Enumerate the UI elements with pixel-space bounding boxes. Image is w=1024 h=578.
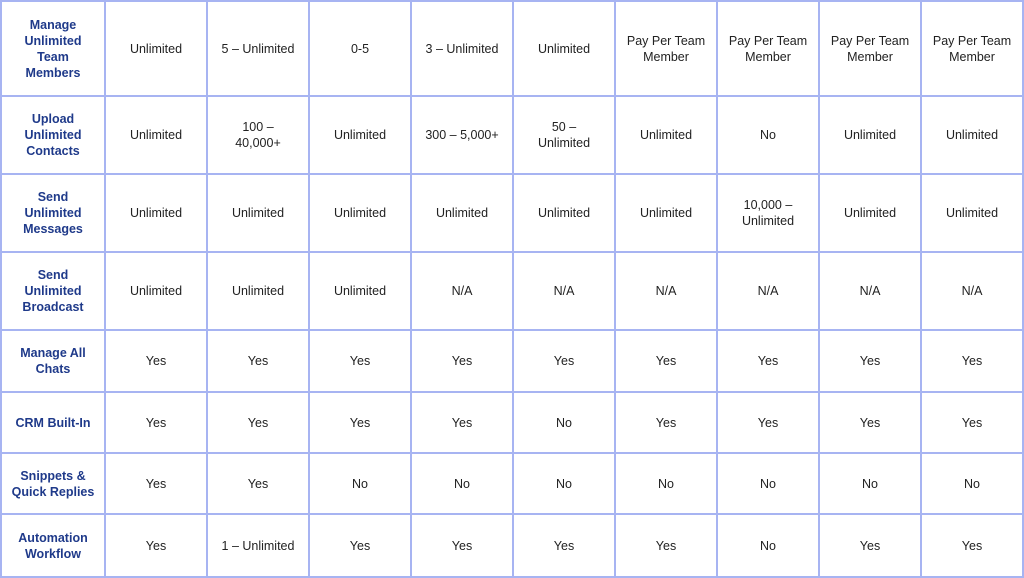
table-cell: Unlimited (309, 96, 411, 174)
table-cell: Yes (717, 330, 819, 392)
table-cell: Yes (207, 392, 309, 453)
table-cell: 10,000 – Unlimited (717, 174, 819, 252)
table-row (1, 453, 1023, 514)
table-cell: Pay Per Team Member (819, 1, 921, 96)
feature-label: Send Unlimited Broadcast (1, 252, 105, 330)
table-row (1, 174, 1023, 252)
table-cell: 0-5 (309, 1, 411, 96)
table-row (1, 330, 1023, 392)
table-cell: Pay Per Team Member (921, 1, 1023, 96)
table-cell: Yes (411, 392, 513, 453)
table-cell: No (615, 453, 717, 514)
table-cell: Pay Per Team Member (717, 1, 819, 96)
table-cell: N/A (513, 252, 615, 330)
table-cell: Unlimited (819, 174, 921, 252)
table-cell: Yes (105, 514, 207, 577)
table-cell: Unlimited (819, 96, 921, 174)
table-cell: No (921, 453, 1023, 514)
table-cell: Unlimited (921, 96, 1023, 174)
table-cell: Yes (717, 392, 819, 453)
table-cell: Yes (615, 392, 717, 453)
table-row (1, 392, 1023, 453)
table-cell: N/A (615, 252, 717, 330)
table-cell: No (411, 453, 513, 514)
table-cell: Yes (615, 330, 717, 392)
table-cell: Yes (207, 330, 309, 392)
table-cell: Yes (411, 330, 513, 392)
table-cell: Yes (411, 514, 513, 577)
table-cell: Unlimited (513, 174, 615, 252)
table-cell: Yes (819, 514, 921, 577)
table-cell: Unlimited (207, 252, 309, 330)
table-cell: Yes (819, 330, 921, 392)
table-cell: Unlimited (207, 174, 309, 252)
table-cell: Yes (207, 453, 309, 514)
table-row (1, 514, 1023, 577)
table-cell: No (513, 453, 615, 514)
table-cell: Unlimited (615, 174, 717, 252)
table-cell: 50 – Unlimited (513, 96, 615, 174)
table-cell: 300 – 5,000+ (411, 96, 513, 174)
table-cell: Unlimited (105, 252, 207, 330)
table-cell: Yes (309, 514, 411, 577)
table-cell: 100 – 40,000+ (207, 96, 309, 174)
table-cell: Unlimited (615, 96, 717, 174)
table-body (1, 1, 1023, 577)
table-cell: Yes (513, 514, 615, 577)
table-cell: No (717, 96, 819, 174)
table-cell: Yes (105, 392, 207, 453)
table-cell: No (513, 392, 615, 453)
table-cell: Pay Per Team Member (615, 1, 717, 96)
feature-label: Manage All Chats (1, 330, 105, 392)
table-cell: Yes (513, 330, 615, 392)
table-cell: Unlimited (309, 252, 411, 330)
table-cell: No (717, 453, 819, 514)
table-row (1, 96, 1023, 174)
table-cell: N/A (921, 252, 1023, 330)
table-cell: Unlimited (513, 1, 615, 96)
table-cell: Yes (105, 453, 207, 514)
table-cell: Yes (921, 514, 1023, 577)
table-cell: N/A (717, 252, 819, 330)
table-cell: No (717, 514, 819, 577)
feature-label: Manage Unlimited Team Members (1, 1, 105, 96)
table-cell: Unlimited (105, 174, 207, 252)
feature-label: CRM Built-In (1, 392, 105, 453)
table-cell: 1 – Unlimited (207, 514, 309, 577)
feature-label: Automation Workflow (1, 514, 105, 577)
feature-label: Snippets & Quick Replies (1, 453, 105, 514)
table-cell: No (309, 453, 411, 514)
table-cell: Unlimited (105, 1, 207, 96)
table-cell: Yes (921, 392, 1023, 453)
table-cell: No (819, 453, 921, 514)
table-row (1, 1, 1023, 96)
table-cell: Yes (615, 514, 717, 577)
table-row (1, 252, 1023, 330)
table-cell: Unlimited (105, 96, 207, 174)
table-cell: N/A (819, 252, 921, 330)
table-cell: 5 – Unlimited (207, 1, 309, 96)
table-cell: Yes (309, 392, 411, 453)
feature-label: Upload Unlimited Contacts (1, 96, 105, 174)
table-cell: Unlimited (309, 174, 411, 252)
table-cell: Unlimited (921, 174, 1023, 252)
table-cell: Yes (921, 330, 1023, 392)
table-cell: 3 – Unlimited (411, 1, 513, 96)
table-cell: Yes (105, 330, 207, 392)
table-cell: N/A (411, 252, 513, 330)
feature-label: Send Unlimited Messages (1, 174, 105, 252)
table-cell: Unlimited (411, 174, 513, 252)
table-cell: Yes (309, 330, 411, 392)
table-cell: Yes (819, 392, 921, 453)
